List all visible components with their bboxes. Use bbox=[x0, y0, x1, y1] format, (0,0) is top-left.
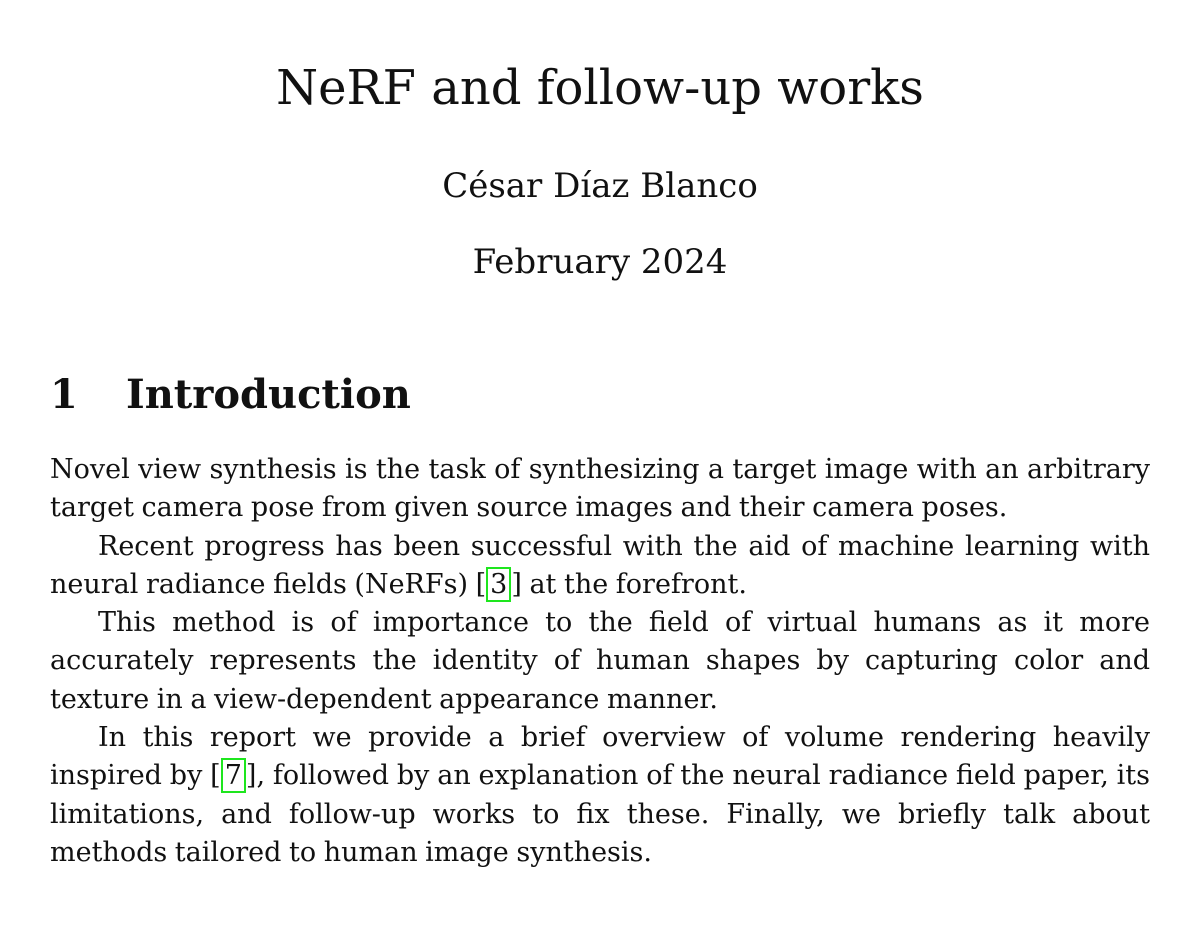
citation-link[interactable]: 3 bbox=[486, 567, 511, 602]
paper-title: NeRF and follow-up works bbox=[276, 60, 924, 116]
paragraph-2: Recent progress has been successful with the aid of machine learning with neural radiance fields (NeRFs) [ 3 ] at the forefront. bbox=[50, 530, 1150, 600]
paragraph-text: at the forefront. bbox=[521, 568, 747, 600]
citation-link[interactable]: 7 bbox=[221, 758, 246, 793]
paragraph-1 bbox=[50, 451, 1150, 528]
paragraph-text: This method is of importance to the field of virtual humans as it more accurately represents the identity of human shapes by capturing color and texture in a view-dependent appearance manner. bbox=[50, 607, 1150, 715]
section-title: Introduction bbox=[126, 371, 411, 418]
paragraph-text: In this report we provide a brief overview of volume rendering heavily inspired by bbox=[50, 722, 1150, 792]
paragraph-text: , followed by an explanation of the neural radiance field paper, its limitations, and follow-up works to fix these. Finally, we briefly talk about methods tailored to human image synthesis. bbox=[50, 760, 1150, 868]
paragraph-text: Recent progress has been successful with the aid of machine learning with neural radiance fields (NeRFs) bbox=[50, 530, 1150, 600]
paragraph-text: Novel view synthesis is the task of synthesizing a target image with an arbitrary target camera pose from given source images and their camera poses. bbox=[50, 454, 1150, 524]
paragraph-3 bbox=[50, 604, 1150, 719]
section-body bbox=[50, 451, 1150, 872]
paragraph-4: In this report we provide a brief overview of volume rendering heavily inspired by [ 7 ], followed by an explanation of the neural radiance field paper, its limitations, and follow-up works to fix these. Finally, we briefly talk about methods tailored to human image synthesis. bbox=[50, 722, 1150, 868]
section-number: 1 bbox=[50, 371, 78, 418]
section-heading bbox=[50, 370, 411, 420]
author-name: César Díaz Blanco bbox=[442, 166, 758, 206]
publication-date: February 2024 bbox=[472, 242, 728, 282]
